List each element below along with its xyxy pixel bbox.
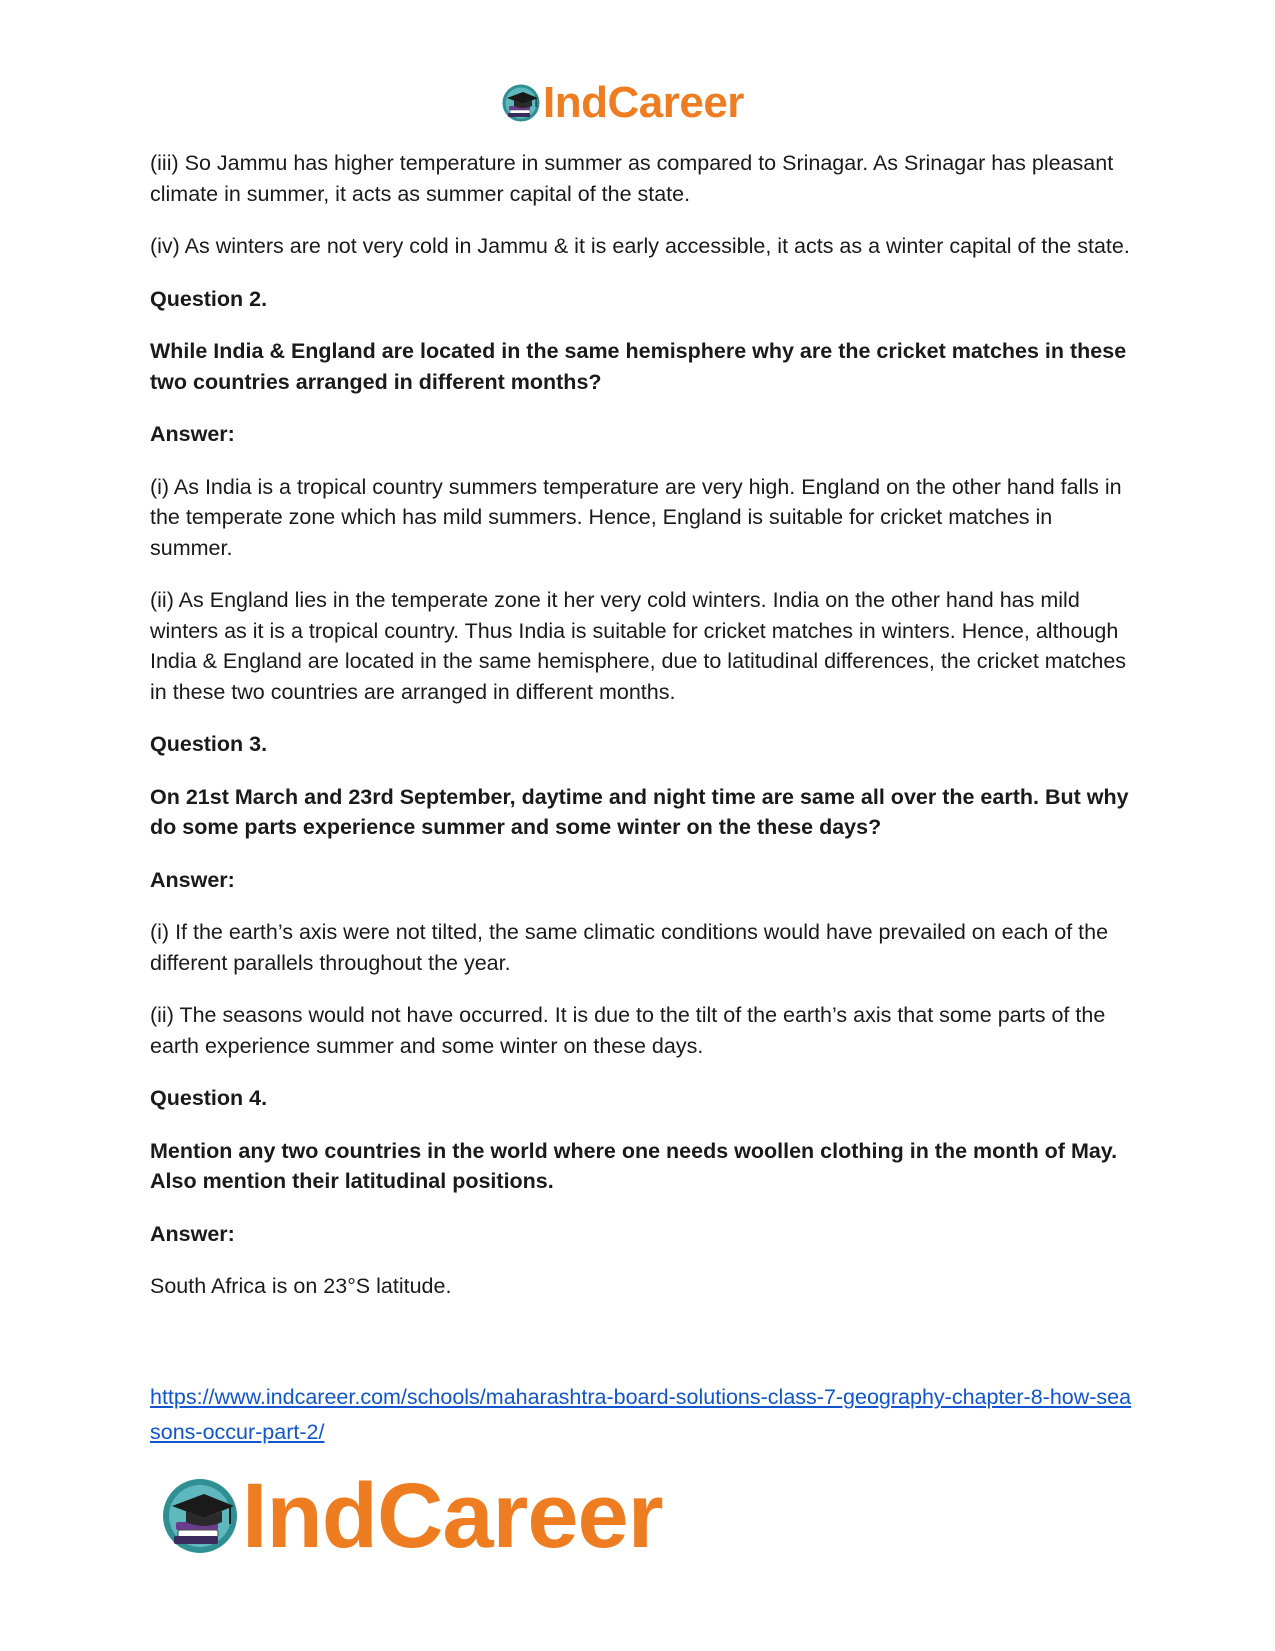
answer-paragraph: (ii) As England lies in the temperate zone it her very cold winters. India on the other hand has mild winters as it is a tropical country. Thus India is suitable for cricket matches in winters. Hence, although India & England are located in the same hemisphere, due to latitudinal differences, the cricket matches in these two countries are arranged in different months.	[150, 588, 1127, 704]
header-logo	[501, 78, 744, 128]
answer-heading: Answer:	[150, 1221, 235, 1246]
question-text: Mention any two countries in the world where one needs woollen clothing in the month of May. Also mention their latitudinal positions.	[150, 1138, 1118, 1193]
footer-logo	[160, 1466, 663, 1566]
question-heading: Question 4.	[150, 1086, 268, 1110]
answer-heading: Answer:	[150, 867, 235, 892]
document-body	[150, 148, 1135, 1324]
answer-paragraph: (ii) The seasons would not have occurred. It is due to the tilt of the earth’s axis that some parts of the earth experience summer and some winter on these days.	[150, 1003, 1106, 1058]
answer-paragraph: (i) As India is a tropical country summers temperature are very high. England on the other hand falls in the temperate zone which has mild summers. Hence, England is suitable for cricket matches in summer.	[150, 474, 1122, 560]
answer-paragraph: (iv) As winters are not very cold in Jammu & it is early accessible, it acts as a winter capital of the state.	[150, 234, 1130, 258]
graduation-cap-book-icon	[501, 83, 541, 123]
answer-paragraph: (iii) So Jammu has higher temperature in summer as compared to Srinagar. As Srinagar has pleasant climate in summer, it acts as summer capital of the state.	[150, 151, 1114, 206]
graduation-cap-book-icon	[160, 1476, 240, 1556]
question-heading: Question 2.	[150, 286, 268, 311]
answer-paragraph: South Africa is on 23°S latitude.	[150, 1274, 452, 1298]
logo-text: IndCareer	[242, 1465, 663, 1567]
question-text: On 21st March and 23rd September, daytime and night time are same all over the earth. But why do some parts experience summer and some winter on the these days?	[150, 784, 1129, 839]
question-heading: Question 3.	[150, 732, 268, 756]
answer-heading: Answer:	[150, 422, 235, 446]
question-text: While India & England are located in the same hemisphere why are the cricket matches in these two countries arranged in different months?	[150, 339, 1127, 394]
logo-text: IndCareer	[543, 78, 744, 127]
answer-paragraph: (i) If the earth’s axis were not tilted, the same climatic conditions would have prevailed on each of the different parallels throughout the year.	[150, 920, 1109, 975]
source-link[interactable]: https://www.indcareer.com/schools/maharashtra-board-solutions-class-7-geography-chapter-8-how-seasons-occur-part-2/	[150, 1385, 1132, 1444]
